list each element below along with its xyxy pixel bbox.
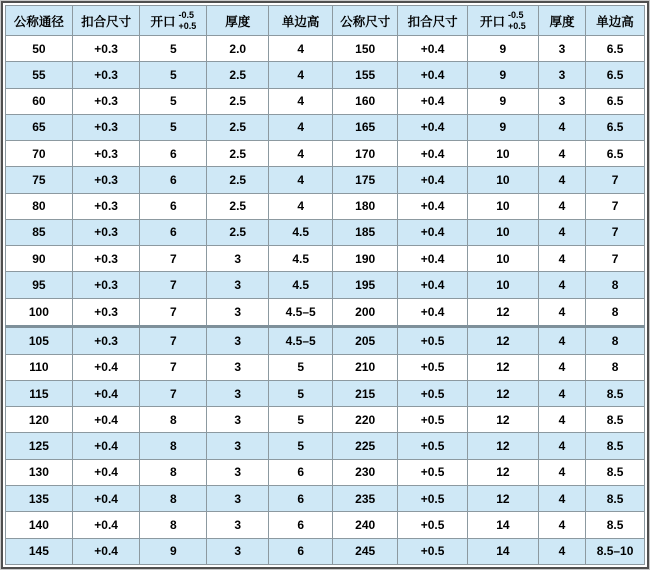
cell: 6 — [269, 486, 333, 512]
cell: +0.3 — [72, 298, 140, 326]
cell: 205 — [333, 326, 398, 354]
table-row — [6, 114, 645, 140]
cell: 8.5 — [586, 512, 645, 538]
cell: 50 — [6, 36, 73, 62]
header-row — [6, 6, 645, 36]
cell: 4 — [269, 62, 333, 88]
cell: +0.4 — [398, 193, 468, 219]
cell: 4 — [538, 246, 585, 272]
cell: 110 — [6, 354, 73, 380]
cell: 3 — [538, 36, 585, 62]
cell: +0.4 — [72, 512, 140, 538]
opening-header-with-tolerance — [150, 10, 196, 32]
opening-header-with-tolerance — [480, 10, 526, 32]
cell: 10 — [467, 272, 538, 298]
cell: 3 — [538, 62, 585, 88]
cell: 7 — [586, 167, 645, 193]
cell: 160 — [333, 88, 398, 114]
cell: 100 — [6, 298, 73, 326]
cell: 8.5 — [586, 486, 645, 512]
cell: 115 — [6, 380, 73, 406]
cell: +0.3 — [72, 272, 140, 298]
column-header-1: 扣合尺寸 — [72, 6, 140, 36]
cell: +0.4 — [398, 298, 468, 326]
cell: +0.3 — [72, 193, 140, 219]
spec-table-inner-border — [1, 1, 649, 569]
cell: 9 — [467, 88, 538, 114]
cell: 4 — [538, 167, 585, 193]
cell: 175 — [333, 167, 398, 193]
cell: 70 — [6, 141, 73, 167]
cell: +0.5 — [398, 433, 468, 459]
cell: 9 — [467, 36, 538, 62]
cell: 6.5 — [586, 114, 645, 140]
cell: 8 — [140, 407, 207, 433]
cell: +0.5 — [398, 486, 468, 512]
cell: 6 — [269, 512, 333, 538]
tolerance-upper-label: -0.5 — [178, 9, 194, 20]
cell: 9 — [467, 114, 538, 140]
cell: 8 — [140, 433, 207, 459]
table-row — [6, 36, 645, 62]
cell: 3 — [207, 298, 269, 326]
cell: 10 — [467, 141, 538, 167]
cell: 3 — [207, 354, 269, 380]
cell: 12 — [467, 486, 538, 512]
cell: 8 — [586, 354, 645, 380]
cell: 4.5 — [269, 219, 333, 245]
cell: 6.5 — [586, 141, 645, 167]
cell: 4.5–5 — [269, 326, 333, 354]
column-header-label: 开口 — [150, 14, 176, 29]
cell: 2.5 — [207, 88, 269, 114]
cell: 4 — [538, 272, 585, 298]
cell: 8 — [140, 486, 207, 512]
cell: 185 — [333, 219, 398, 245]
cell: 8.5 — [586, 459, 645, 485]
cell: +0.4 — [398, 141, 468, 167]
cell: 8 — [140, 512, 207, 538]
cell: 65 — [6, 114, 73, 140]
column-header-2 — [140, 6, 207, 36]
cell: 190 — [333, 246, 398, 272]
table-body — [6, 36, 645, 565]
table-head — [6, 6, 645, 36]
cell: 6 — [140, 141, 207, 167]
cell: 180 — [333, 193, 398, 219]
cell: 10 — [467, 219, 538, 245]
cell: 10 — [467, 193, 538, 219]
cell: 8 — [586, 272, 645, 298]
cell: 12 — [467, 380, 538, 406]
cell: +0.4 — [72, 407, 140, 433]
column-header-7 — [467, 6, 538, 36]
column-header-3: 厚度 — [207, 6, 269, 36]
tolerance-upper-label: -0.5 — [508, 9, 524, 20]
cell: 7 — [586, 219, 645, 245]
cell: +0.4 — [398, 114, 468, 140]
cell: 3 — [207, 433, 269, 459]
cell: 7 — [586, 193, 645, 219]
cell: 6 — [140, 167, 207, 193]
cell: 4 — [538, 538, 585, 564]
cell: 4.5 — [269, 246, 333, 272]
cell: 3 — [207, 272, 269, 298]
cell: 12 — [467, 298, 538, 326]
cell: 14 — [467, 512, 538, 538]
table-row — [6, 512, 645, 538]
cell: 170 — [333, 141, 398, 167]
cell: 210 — [333, 354, 398, 380]
cell: 4.5–5 — [269, 298, 333, 326]
cell: +0.3 — [72, 36, 140, 62]
cell: 6.5 — [586, 36, 645, 62]
cell: 240 — [333, 512, 398, 538]
cell: 140 — [6, 512, 73, 538]
table-row — [6, 538, 645, 564]
cell: 80 — [6, 193, 73, 219]
cell: 60 — [6, 88, 73, 114]
cell: +0.3 — [72, 141, 140, 167]
tolerance-stack — [508, 10, 526, 32]
cell: 3 — [207, 407, 269, 433]
cell: 4 — [538, 298, 585, 326]
cell: 4 — [538, 193, 585, 219]
cell: 2.0 — [207, 36, 269, 62]
cell: 4 — [538, 407, 585, 433]
cell: 7 — [586, 246, 645, 272]
column-header-9: 单边高 — [586, 6, 645, 36]
cell: 135 — [6, 486, 73, 512]
cell: +0.5 — [398, 354, 468, 380]
cell: 4 — [538, 380, 585, 406]
cell: 2.5 — [207, 219, 269, 245]
cell: 150 — [333, 36, 398, 62]
cell: 4 — [538, 114, 585, 140]
cell: 7 — [140, 326, 207, 354]
column-header-0: 公称通径 — [6, 6, 73, 36]
cell: 90 — [6, 246, 73, 272]
table-row — [6, 298, 645, 326]
cell: +0.4 — [398, 272, 468, 298]
cell: 5 — [140, 114, 207, 140]
cell: 8 — [586, 326, 645, 354]
cell: 55 — [6, 62, 73, 88]
cell: 125 — [6, 433, 73, 459]
cell: 2.5 — [207, 141, 269, 167]
cell: 7 — [140, 246, 207, 272]
cell: +0.4 — [398, 167, 468, 193]
cell: +0.5 — [398, 459, 468, 485]
cell: +0.4 — [72, 459, 140, 485]
cell: 8 — [140, 459, 207, 485]
cell: 6.5 — [586, 62, 645, 88]
cell: 8.5–10 — [586, 538, 645, 564]
cell: 4 — [269, 167, 333, 193]
cell: +0.5 — [398, 407, 468, 433]
cell: 2.5 — [207, 193, 269, 219]
cell: 3 — [207, 486, 269, 512]
cell: 5 — [140, 36, 207, 62]
cell: +0.5 — [398, 380, 468, 406]
cell: 95 — [6, 272, 73, 298]
column-header-4: 单边高 — [269, 6, 333, 36]
cell: 5 — [269, 354, 333, 380]
cell: 4.5 — [269, 272, 333, 298]
cell: 3 — [207, 326, 269, 354]
cell: 12 — [467, 433, 538, 459]
table-row — [6, 193, 645, 219]
cell: +0.4 — [398, 219, 468, 245]
cell: 120 — [6, 407, 73, 433]
cell: 10 — [467, 246, 538, 272]
table-row — [6, 380, 645, 406]
table-row — [6, 88, 645, 114]
cell: 4 — [538, 512, 585, 538]
cell: 7 — [140, 380, 207, 406]
cell: 12 — [467, 326, 538, 354]
tolerance-stack — [178, 10, 196, 32]
cell: 4 — [538, 486, 585, 512]
cell: 7 — [140, 298, 207, 326]
cell: 215 — [333, 380, 398, 406]
tolerance-lower-label: +0.5 — [178, 20, 197, 31]
cell: 4 — [269, 141, 333, 167]
cell: +0.3 — [72, 114, 140, 140]
cell: 4 — [538, 459, 585, 485]
cell: 225 — [333, 433, 398, 459]
cell: +0.4 — [72, 486, 140, 512]
dimension-spec-table — [5, 5, 645, 565]
cell: 6 — [269, 538, 333, 564]
cell: 4 — [269, 36, 333, 62]
cell: 8.5 — [586, 380, 645, 406]
cell: 6 — [140, 193, 207, 219]
cell: +0.5 — [398, 326, 468, 354]
cell: 4 — [538, 219, 585, 245]
cell: 2.5 — [207, 114, 269, 140]
table-row — [6, 167, 645, 193]
cell: +0.5 — [398, 538, 468, 564]
cell: +0.4 — [72, 433, 140, 459]
table-row — [6, 62, 645, 88]
cell: 9 — [140, 538, 207, 564]
table-row — [6, 326, 645, 354]
cell: 6 — [140, 219, 207, 245]
cell: 4 — [538, 354, 585, 380]
cell: 245 — [333, 538, 398, 564]
cell: 5 — [140, 88, 207, 114]
cell: 145 — [6, 538, 73, 564]
cell: 4 — [269, 88, 333, 114]
cell: +0.4 — [398, 36, 468, 62]
cell: +0.3 — [72, 88, 140, 114]
cell: 200 — [333, 298, 398, 326]
cell: 5 — [140, 62, 207, 88]
table-row — [6, 486, 645, 512]
table-row — [6, 246, 645, 272]
cell: 3 — [207, 380, 269, 406]
cell: 4 — [269, 193, 333, 219]
column-header-label: 开口 — [479, 14, 505, 29]
cell: 5 — [269, 407, 333, 433]
cell: 4 — [538, 433, 585, 459]
cell: 4 — [538, 141, 585, 167]
cell: 85 — [6, 219, 73, 245]
cell: 12 — [467, 354, 538, 380]
cell: 10 — [467, 167, 538, 193]
column-header-8: 厚度 — [538, 6, 585, 36]
cell: +0.4 — [398, 62, 468, 88]
table-row — [6, 459, 645, 485]
cell: 3 — [207, 246, 269, 272]
cell: 220 — [333, 407, 398, 433]
table-row — [6, 141, 645, 167]
cell: 12 — [467, 407, 538, 433]
table-row — [6, 433, 645, 459]
cell: +0.4 — [72, 380, 140, 406]
column-header-6: 扣合尺寸 — [398, 6, 468, 36]
cell: +0.3 — [72, 246, 140, 272]
cell: +0.4 — [72, 538, 140, 564]
cell: 9 — [467, 62, 538, 88]
table-row — [6, 407, 645, 433]
cell: 4 — [538, 326, 585, 354]
cell: 12 — [467, 459, 538, 485]
cell: 8 — [586, 298, 645, 326]
cell: 75 — [6, 167, 73, 193]
cell: 2.5 — [207, 167, 269, 193]
cell: 8.5 — [586, 433, 645, 459]
cell: 14 — [467, 538, 538, 564]
cell: 165 — [333, 114, 398, 140]
cell: 5 — [269, 433, 333, 459]
cell: 7 — [140, 354, 207, 380]
cell: +0.5 — [398, 512, 468, 538]
cell: 4 — [269, 114, 333, 140]
cell: 230 — [333, 459, 398, 485]
cell: +0.4 — [398, 88, 468, 114]
cell: +0.3 — [72, 326, 140, 354]
table-row — [6, 272, 645, 298]
cell: +0.4 — [398, 246, 468, 272]
cell: 3 — [207, 538, 269, 564]
cell: 6.5 — [586, 88, 645, 114]
cell: +0.4 — [72, 354, 140, 380]
cell: 2.5 — [207, 62, 269, 88]
table-row — [6, 354, 645, 380]
table-row — [6, 219, 645, 245]
cell: 195 — [333, 272, 398, 298]
cell: 155 — [333, 62, 398, 88]
cell: 8.5 — [586, 407, 645, 433]
cell: 3 — [538, 88, 585, 114]
cell: 105 — [6, 326, 73, 354]
cell: 130 — [6, 459, 73, 485]
cell: +0.3 — [72, 219, 140, 245]
cell: 7 — [140, 272, 207, 298]
cell: 5 — [269, 380, 333, 406]
cell: 235 — [333, 486, 398, 512]
cell: 6 — [269, 459, 333, 485]
column-header-5: 公称尺寸 — [333, 6, 398, 36]
tolerance-lower-label: +0.5 — [508, 20, 526, 31]
cell: 3 — [207, 459, 269, 485]
cell: +0.3 — [72, 167, 140, 193]
cell: +0.3 — [72, 62, 140, 88]
cell: 3 — [207, 512, 269, 538]
